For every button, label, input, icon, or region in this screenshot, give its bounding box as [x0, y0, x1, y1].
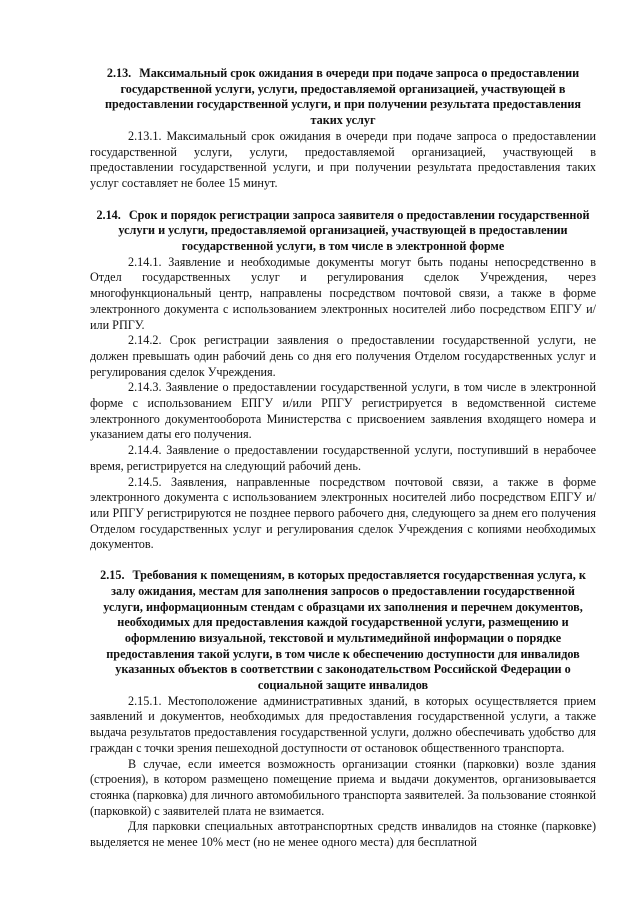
paragraph: 2.14.2. Срок регистрации заявления о предоставлении государственной услуги, не должен превышать один рабочий день со дня его получения Отделом государственных услуг и регулирования сделок Учреждения. — [90, 333, 596, 379]
section-heading-2-15 — [90, 568, 596, 694]
section-number: 2.15. — [100, 568, 125, 583]
paragraph: 2.14.3. Заявление о предоставлении государственной услуги, в том числе в электронной форме с использованием ЕПГУ и/или РПГУ регистрируется в ведомственной системе электронного документооборота Министерства с присвоением заявления входящего номера и указанием даты его получения. — [90, 380, 596, 442]
section-title: Срок и порядок регистрации запроса заявителя о предоставлении государственной услуги и услуги, предоставляемой организацией, участвующей в предоставлении государственной услуги, в том числе в электронной форме — [118, 207, 590, 254]
section-heading-2-14 — [90, 208, 596, 255]
section-number: 2.14. — [96, 207, 121, 222]
paragraph: 2.14.1. Заявление и необходимые документы могут быть поданы непосредственно в Отдел государственных услуг и регулирования сделок Учреждения, через многофункциональный центр, направлены посредством почтовой связи, а также в форме электронного документа с использованием электронных носителей либо посредством ЕПГУ и/или РПГУ. — [90, 254, 596, 332]
paragraph: 2.14.5. Заявления, направленные посредством почтовой связи, а также в форме электронного документа с использованием электронных носителей либо посредством ЕПГУ и/или РПГУ регистрируются не позднее первого рабочего дня, следующего за днем его получения Отделом государственных услуг и регулирования сделок Учреждения с копиями необходимых документов. — [90, 474, 596, 552]
paragraph: В случае, если имеется возможность организации стоянки (парковки) возле здания (строения), в котором размещено помещение приема и выдачи документов, организовывается стоянка (парковка) для личного автомобильного транспорта заявителей. За пользование стоянкой (парковкой) с заявителей плата не взимается. — [90, 756, 596, 818]
paragraph: 2.14.4. Заявление о предоставлении государственной услуги, поступивший в нерабочее время, регистрируется на следующий рабочий день. — [90, 443, 596, 473]
document-page — [90, 66, 596, 851]
section-heading-2-13 — [90, 66, 596, 129]
paragraph: 2.13.1. Максимальный срок ожидания в очереди при подаче запроса о предоставлении государственной услуги, услуги, предоставляемой организацией, участвующей в предоставлении государственной услуги, и при получении результата предоставления таких услуг составляет не более 15 минут. — [90, 128, 596, 190]
section-number: 2.13. — [106, 66, 132, 80]
paragraph: 2.15.1. Местоположение административных зданий, в которых осуществляется прием заявлений и документов, необходимых для предоставления государственной услуги, а также выдача результатов предоставления государственной услуги, должно обеспечивать удобство для граждан с точки зрения пешеходной доступности от остановок общественного транспорта. — [90, 693, 596, 755]
paragraph: Для парковки специальных автотранспортных средств инвалидов на стоянке (парковке) выделяется не менее 10% мест (но не менее одного места) для бесплатной — [90, 819, 596, 850]
section-title: Максимальный срок ожидания в очереди при подаче запроса о предоставлении государственной услуги, услуги, предоставляемой организацией, участвующей в предоставлении государственной услуги, и при получении результата предоставления таких услуг — [104, 66, 582, 128]
section-title: Требования к помещениям, в которых предоставляется государственная услуга, к залу ожидания, местам для заполнения запросов о предоставлении государственной услуги, информационным стендам с образцами их заполнения и перечнем документов, необходимых для предоставления каждой государственной услуги, размещению и оформлению визуальной, текстовой и мультимедийной информации о порядке предоставления такой услуги, в том числе к обеспечению доступности для инвалидов указанных объектов в соответствии с законодательством Российской Федерации о социальной защите инвалидов — [103, 568, 586, 693]
